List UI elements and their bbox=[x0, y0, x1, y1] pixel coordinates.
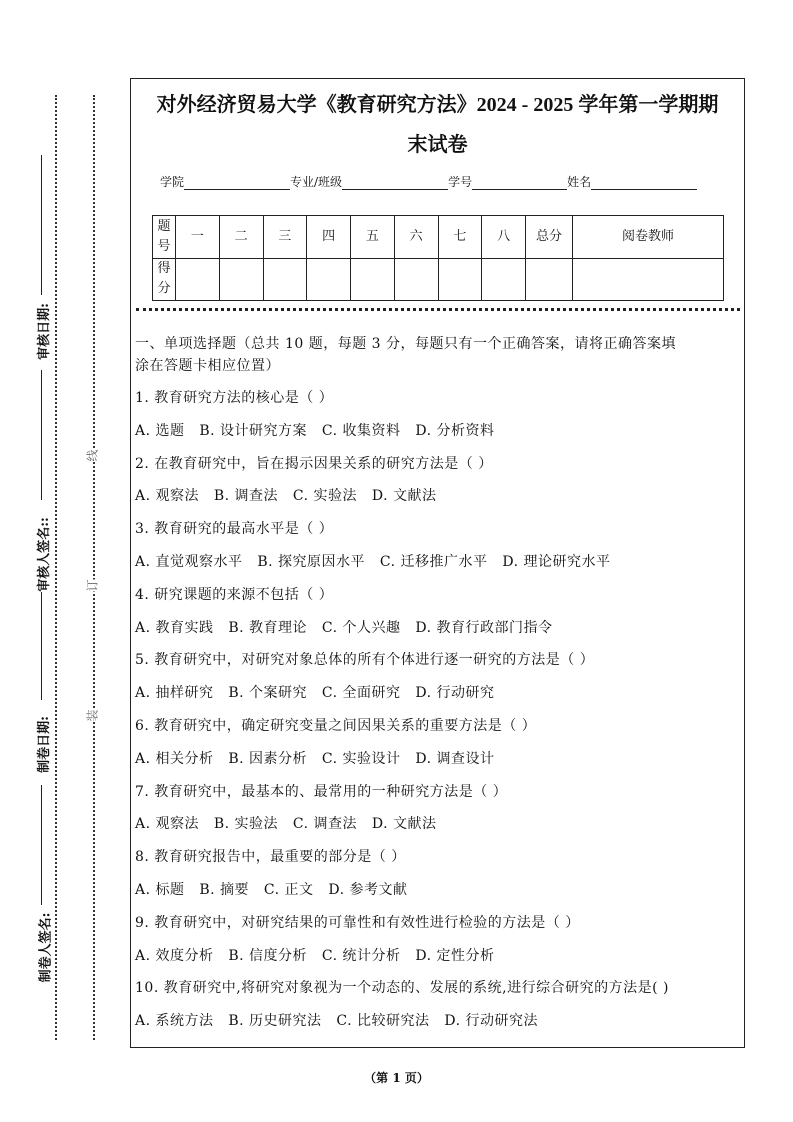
question-text: 10. 教育研究中,将研究对象视为一个动态的、发展的系统,进行综合研究的方法是( ) bbox=[135, 980, 669, 997]
student-id-label: 学号 bbox=[448, 175, 473, 189]
section-divider bbox=[136, 308, 740, 311]
question-options: A. 教育实践 B. 教育理论 C. 个人兴趣 D. 教育行政部门指令 bbox=[135, 619, 553, 636]
header-cell: 总分 bbox=[526, 216, 573, 259]
header-cell: 题号 bbox=[153, 216, 176, 259]
margin-blank-line bbox=[41, 592, 42, 700]
name-field[interactable] bbox=[591, 175, 697, 190]
question-options: A. 抽样研究 B. 个案研究 C. 全面研究 D. 行动研究 bbox=[135, 685, 495, 702]
margin-dotted-line-outer bbox=[55, 95, 57, 1040]
binding-char-ding: 订 bbox=[85, 579, 100, 592]
page-number: （第 1 页） bbox=[364, 1071, 429, 1085]
question-text: 3. 教育研究的最高水平是（ ） bbox=[135, 521, 334, 538]
header-cell: 八 bbox=[482, 216, 526, 259]
score-cell[interactable] bbox=[219, 258, 263, 301]
header-cell: 四 bbox=[307, 216, 351, 259]
margin-blank-line bbox=[41, 155, 42, 295]
score-cell[interactable] bbox=[351, 258, 395, 301]
compile-date-label: 制卷日期: bbox=[36, 716, 52, 773]
score-cell[interactable] bbox=[394, 258, 438, 301]
header-cell: 一 bbox=[176, 216, 220, 259]
score-table-score-row bbox=[153, 258, 724, 301]
score-cell[interactable] bbox=[307, 258, 351, 301]
question-options: A. 直觉观察水平 B. 探究原因水平 C. 迁移推广水平 D. 理论研究水平 bbox=[135, 554, 611, 570]
student-id-field[interactable] bbox=[472, 175, 567, 190]
score-cell[interactable] bbox=[438, 258, 482, 301]
header-cell: 六 bbox=[394, 216, 438, 259]
binding-char-zhuang: 装 bbox=[85, 709, 100, 722]
compiler-signature-label: 制卷人签名: bbox=[38, 912, 54, 983]
question-text: 7. 教育研究中，最基本的、最常用的一种研究方法是（ ） bbox=[135, 783, 508, 800]
major-label: 专业/班级 bbox=[290, 175, 343, 189]
question-text: 9. 教育研究中，对研究结果的可靠性和有效性进行检验的方法是（ ） bbox=[135, 914, 580, 931]
header-cell: 三 bbox=[263, 216, 307, 259]
header-cell: 七 bbox=[438, 216, 482, 259]
question-text: 5. 教育研究中，对研究对象总体的所有个体进行逐一研究的方法是（ ） bbox=[135, 652, 595, 669]
score-table bbox=[152, 215, 724, 301]
question-text: 4. 研究课题的来源不包括（ ） bbox=[135, 586, 334, 603]
question-options: A. 标题 B. 摘要 C. 正文 D. 参考文献 bbox=[135, 882, 408, 898]
header-cell: 阅卷教师 bbox=[573, 216, 724, 259]
question-text: 6. 教育研究中，确定研究变量之间因果关系的重要方法是（ ） bbox=[135, 718, 537, 734]
exam-title-line1: 对外经济贸易大学《教育研究方法》2024 - 2025 学年第一学期期 bbox=[156, 94, 719, 116]
exam-title-line2: 末试卷 bbox=[407, 134, 468, 156]
section-heading: 一、单项选择题（总共 10 题，每题 3 分，每题只有一个正确答案，请将正确答案填 bbox=[135, 336, 677, 352]
question-options: A. 系统方法 B. 历史研究法 C. 比较研究法 D. 行动研究法 bbox=[135, 1013, 538, 1030]
margin-blank-line bbox=[41, 785, 42, 905]
question-text: 2. 在教育研究中，旨在揭示因果关系的研究方法是（ ） bbox=[135, 455, 493, 472]
section-heading-cont: 涂在答题卡相应位置） bbox=[135, 358, 280, 374]
score-cell[interactable] bbox=[573, 258, 724, 301]
binding-dotted-line bbox=[93, 95, 95, 1040]
college-label: 学院 bbox=[160, 175, 185, 189]
college-field[interactable] bbox=[184, 175, 290, 190]
question-options: A. 效度分析 B. 信度分析 C. 统计分析 D. 定性分析 bbox=[135, 947, 495, 964]
row-label-cell: 得分 bbox=[153, 258, 176, 301]
question-text: 1. 教育研究方法的核心是（ ） bbox=[135, 390, 334, 406]
name-label: 姓名 bbox=[567, 175, 592, 189]
review-date-label: 审核日期: bbox=[36, 303, 52, 360]
question-options: A. 观察法 B. 调查法 C. 实验法 D. 文献法 bbox=[135, 488, 437, 505]
question-options: A. 观察法 B. 实验法 C. 调查法 D. 文献法 bbox=[135, 816, 437, 833]
major-field[interactable] bbox=[342, 175, 448, 190]
question-options: A. 选题 B. 设计研究方案 C. 收集资料 D. 分析资料 bbox=[135, 422, 495, 439]
binding-char-xian: 线 bbox=[85, 449, 100, 462]
score-cell[interactable] bbox=[176, 258, 220, 301]
reviewer-signature-label: 审核人签名:: bbox=[36, 517, 52, 592]
score-cell[interactable] bbox=[526, 258, 573, 301]
header-cell: 二 bbox=[219, 216, 263, 259]
score-table-header-row bbox=[153, 216, 724, 259]
score-cell[interactable] bbox=[263, 258, 307, 301]
question-text: 8. 教育研究报告中，最重要的部分是（ ） bbox=[135, 849, 406, 866]
student-info-row bbox=[160, 173, 697, 190]
margin-blank-line bbox=[41, 370, 42, 500]
score-cell[interactable] bbox=[482, 258, 526, 301]
header-cell: 五 bbox=[351, 216, 395, 259]
question-options: A. 相关分析 B. 因素分析 C. 实验设计 D. 调查设计 bbox=[135, 750, 495, 767]
